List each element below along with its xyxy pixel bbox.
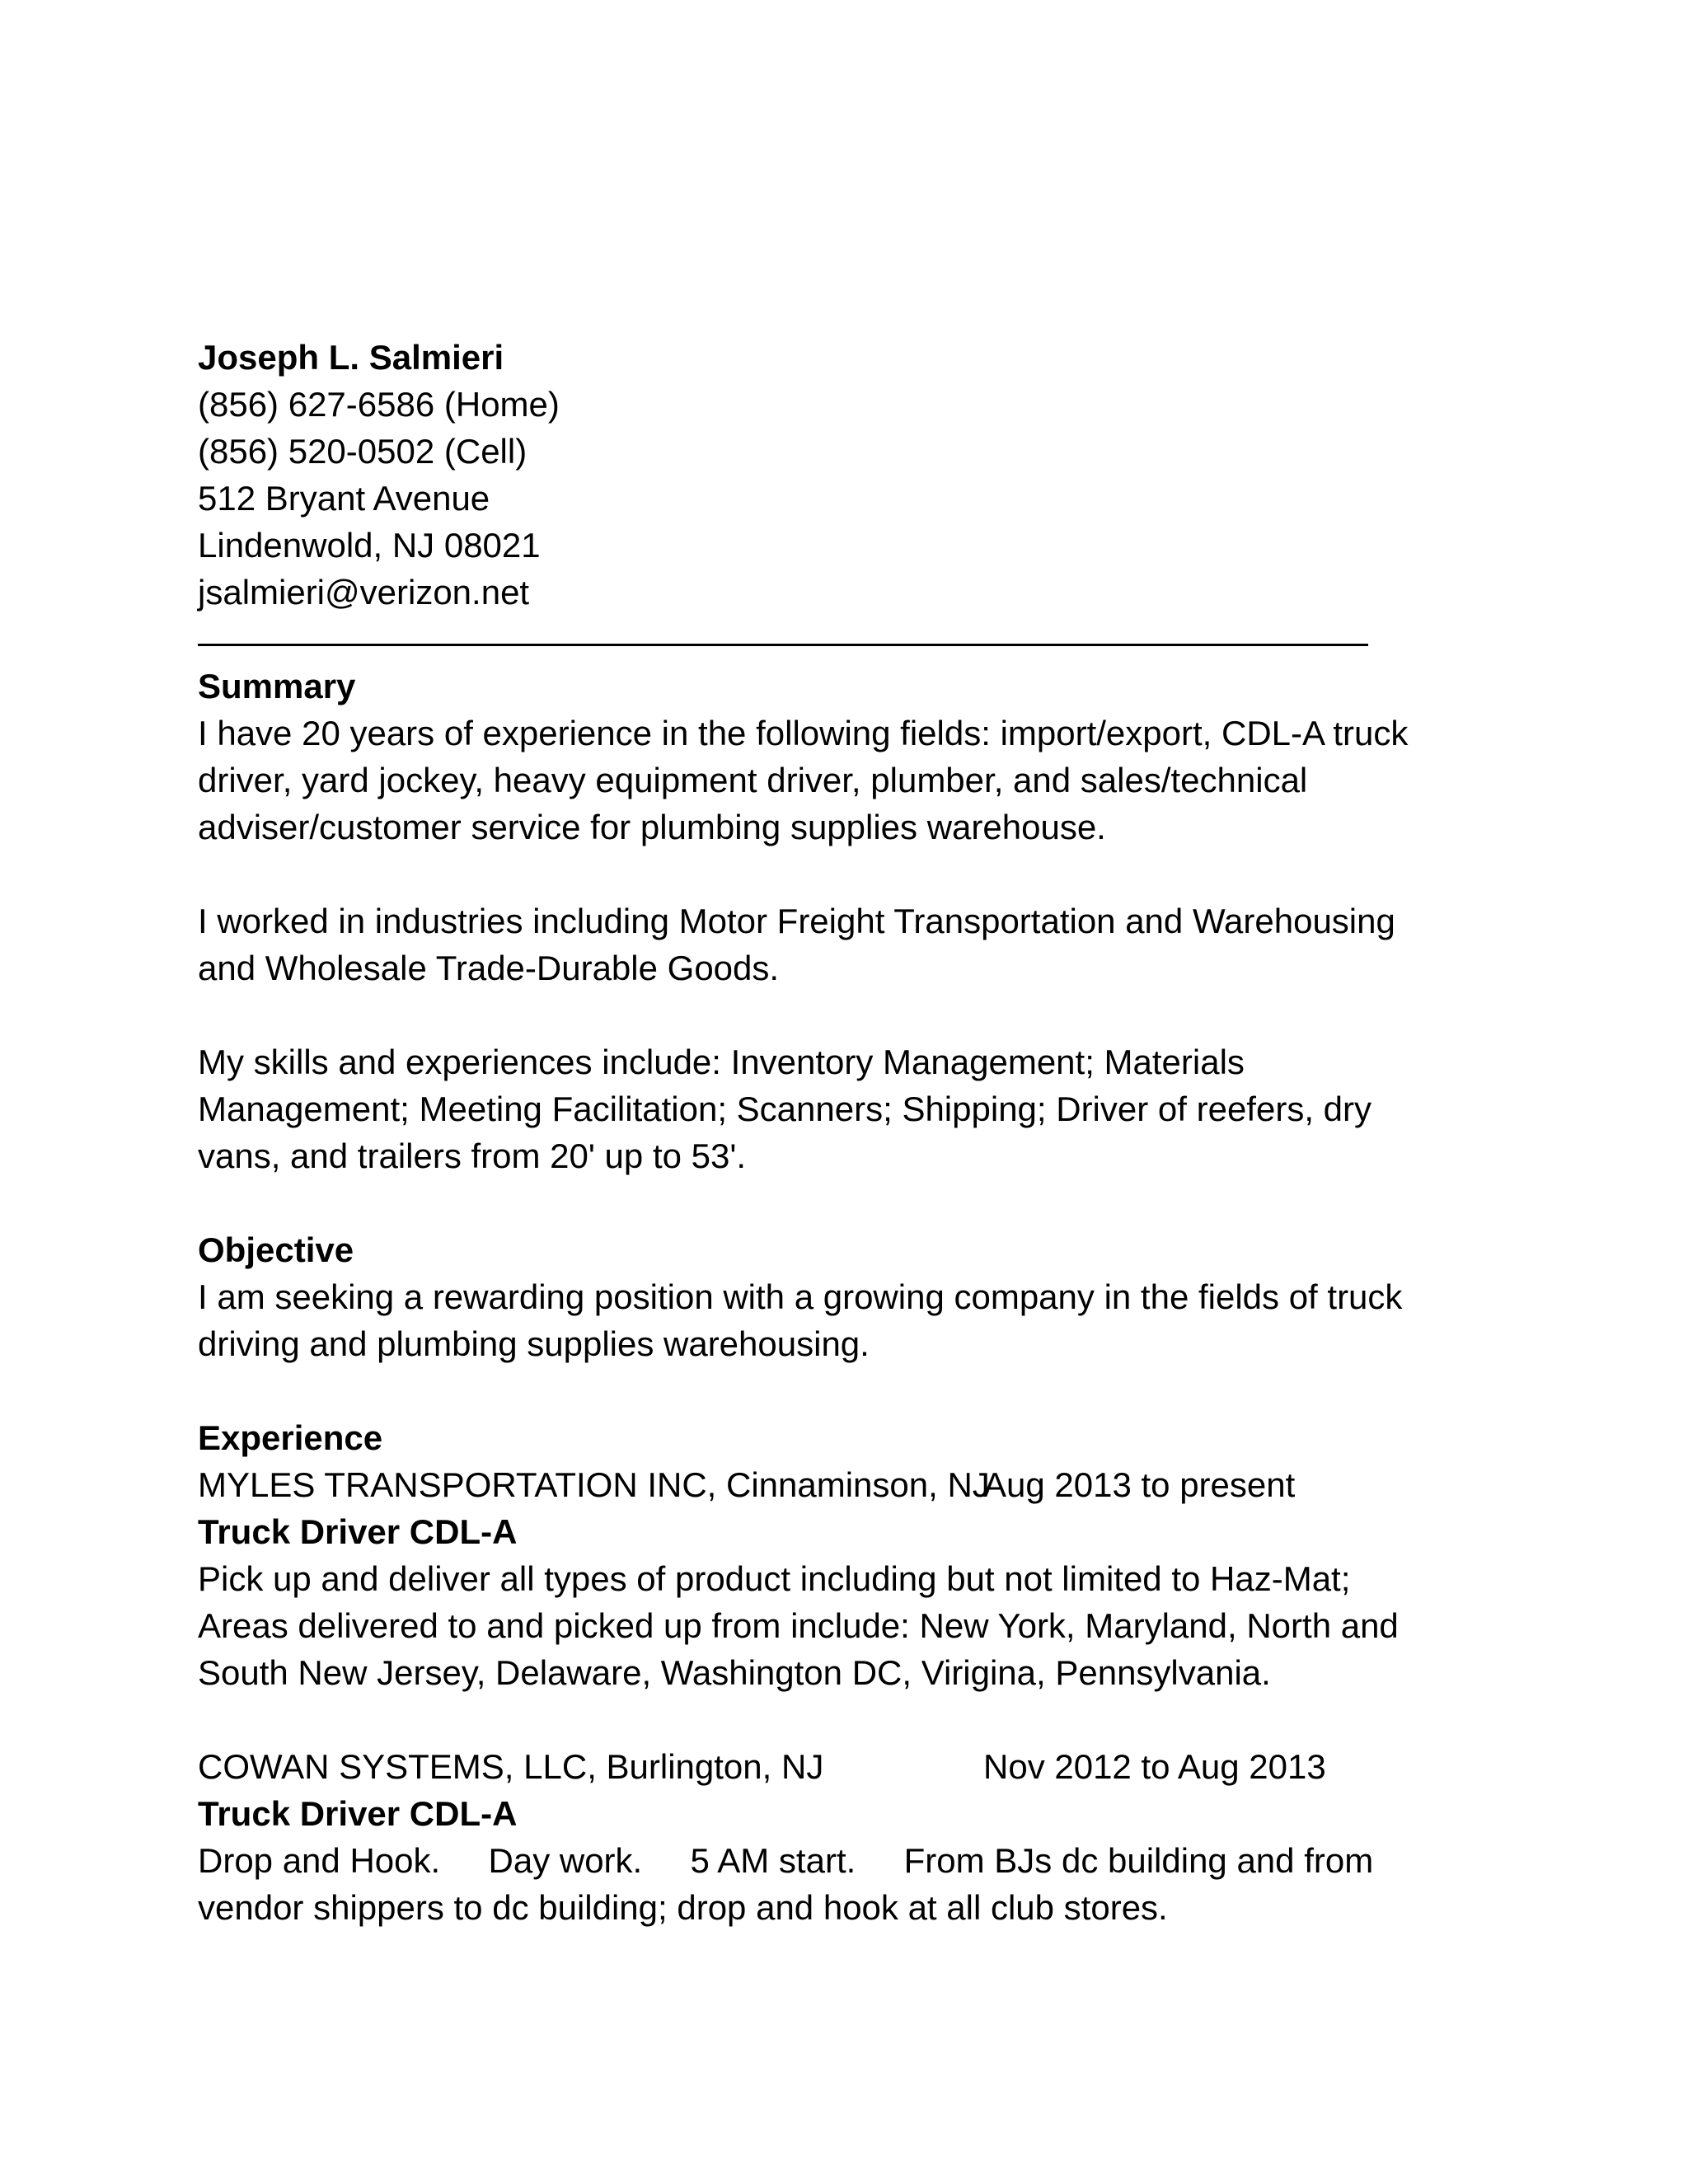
job-description: Pick up and deliver all types of product including but not limited to Haz-Mat; xyxy=(198,1559,1351,1598)
home-phone: (856) 627-6586 (Home) xyxy=(198,385,560,424)
summary-heading: Summary xyxy=(198,667,356,705)
cell-phone: (856) 520-0502 (Cell) xyxy=(198,432,528,471)
skills-text: My skills and experiences include: Inventory Management; Materials xyxy=(198,1043,1245,1081)
job-description: Drop and Hook. Day work. 5 AM start. From BJs dc building and from xyxy=(198,1841,1374,1880)
summary-text: I have 20 years of experience in the following fields: import/export, CDL-A truck xyxy=(198,714,1409,752)
job-header xyxy=(198,1743,1484,1790)
city-state-zip: Lindenwold, NJ 08021 xyxy=(198,526,541,565)
industries-text: and Wholesale Trade-Durable Goods. xyxy=(198,949,780,987)
resume-page xyxy=(198,334,1484,1931)
email-address: jsalmieri@verizon.net xyxy=(198,573,530,612)
objective-text: driving and plumbing supplies warehousing. xyxy=(198,1324,870,1363)
objective-heading: Objective xyxy=(198,1230,354,1269)
job-header xyxy=(198,1461,1484,1508)
candidate-name: Joseph L. Salmieri xyxy=(198,338,504,377)
job-description: vendor shippers to dc building; drop and hook at all club stores. xyxy=(198,1888,1168,1927)
skills-text: vans, and trailers from 20' up to 53'. xyxy=(198,1137,747,1175)
spacer xyxy=(198,1367,1484,1414)
job-company: COWAN SYSTEMS, LLC, Burlington, NJ xyxy=(198,1747,824,1786)
spacer xyxy=(198,1179,1484,1226)
industries-text: I worked in industries including Motor Freight Transportation and Warehousing xyxy=(198,902,1395,940)
spacer xyxy=(198,851,1484,898)
objective-text: I am seeking a rewarding position with a growing company in the fields of truck xyxy=(198,1277,1403,1316)
summary-text: driver, yard jockey, heavy equipment driver, plumber, and sales/technical xyxy=(198,761,1308,799)
job-description: Areas delivered to and picked up from include: New York, Maryland, North and xyxy=(198,1606,1399,1645)
summary-text: adviser/customer service for plumbing supplies warehouse. xyxy=(198,808,1106,846)
job-company: MYLES TRANSPORTATION INC, Cinnaminson, NJ xyxy=(198,1465,990,1504)
skills-text: Management; Meeting Facilitation; Scanners; Shipping; Driver of reefers, dry xyxy=(198,1090,1372,1128)
job-title: Truck Driver CDL-A xyxy=(198,1512,518,1551)
job-description: South New Jersey, Delaware, Washington DC, Virigina, Pennsylvania. xyxy=(198,1653,1271,1692)
job-title: Truck Driver CDL-A xyxy=(198,1794,518,1833)
divider-line xyxy=(198,644,1368,646)
spacer xyxy=(198,1696,1484,1743)
spacer xyxy=(198,991,1484,1038)
job-dates: Nov 2012 to Aug 2013 xyxy=(983,1747,1326,1786)
experience-heading: Experience xyxy=(198,1418,383,1457)
job-dates: Aug 2013 to present xyxy=(983,1465,1296,1504)
street-address: 512 Bryant Avenue xyxy=(198,479,490,518)
